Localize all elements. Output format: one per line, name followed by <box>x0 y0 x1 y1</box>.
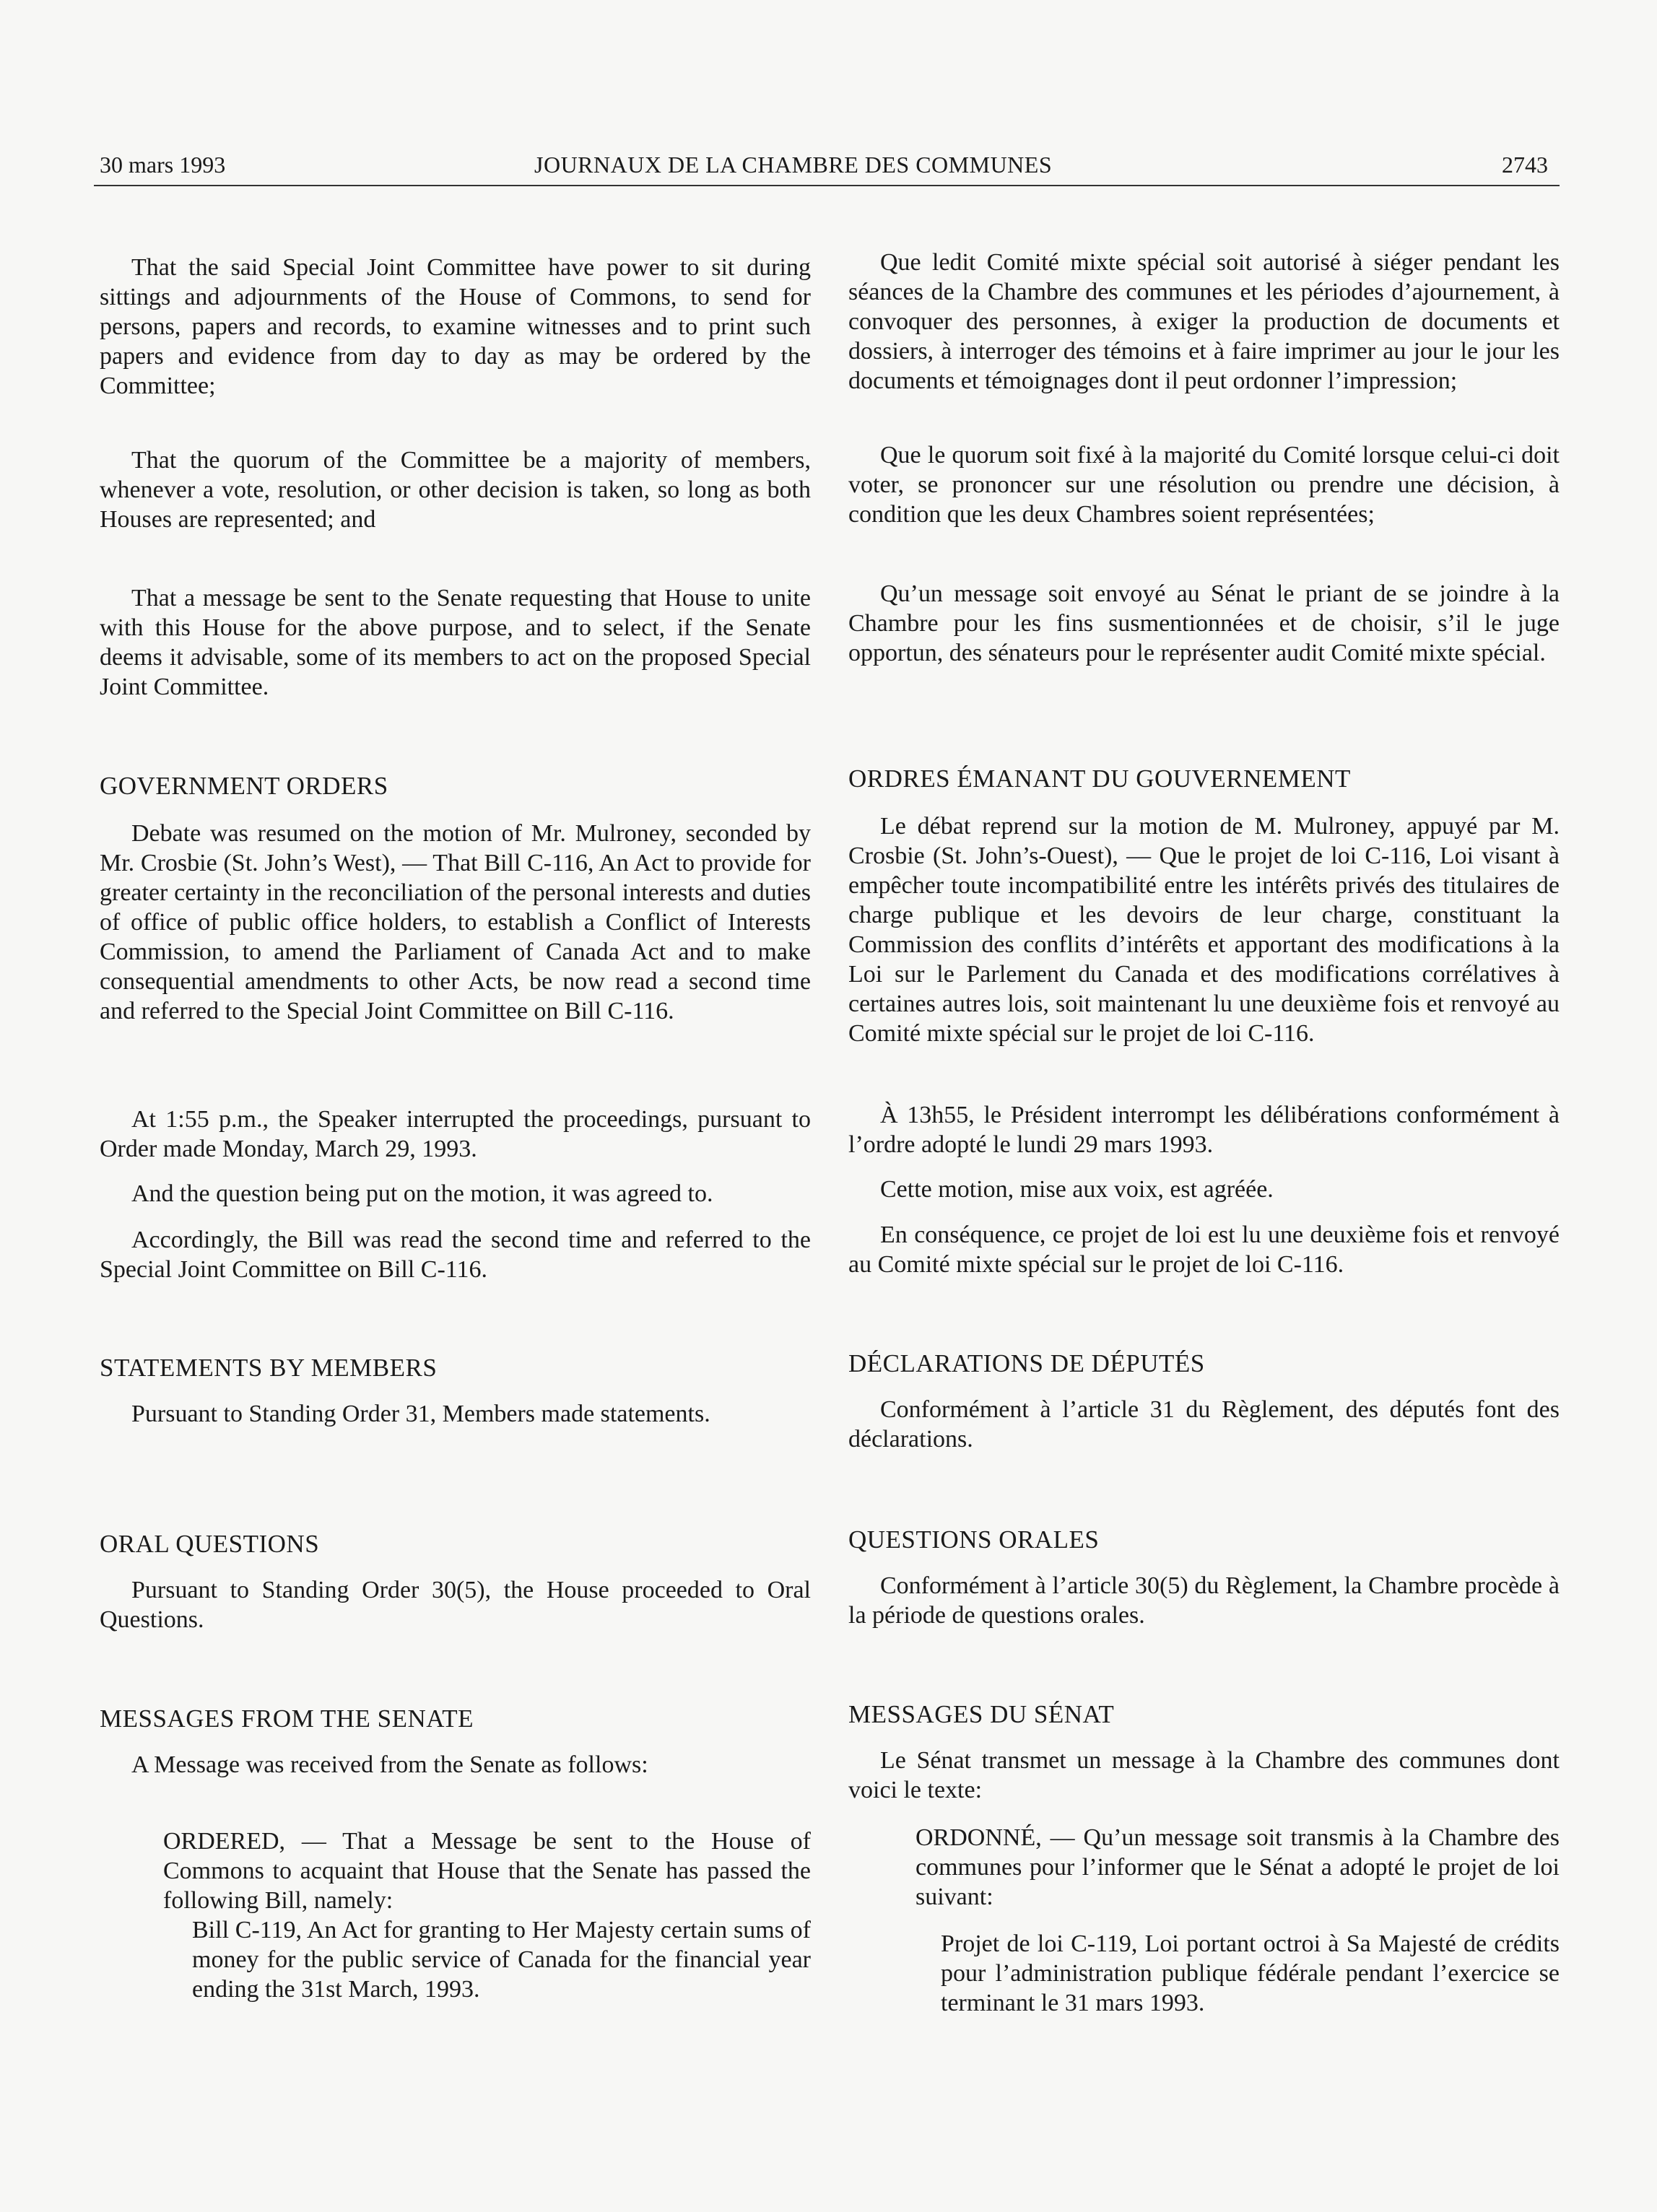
fr-president-interrupt-paragraph: À 13h55, le Président interrompt les délibérations conformément à l’ordre adopté le lundi 29 mars 1993. <box>848 1102 1560 1158</box>
en-bill-referred-paragraph: Accordingly, the Bill was read the second time and referred to the Special Joint Committee on Bill C-116. <box>100 1227 811 1283</box>
en-senate-message-paragraph: That a message be sent to the Senate requesting that House to unite with this House for the above purpose, and to select, if the Senate deems it advisable, some of its members to act on the proposed Special Joint Committee. <box>100 585 811 700</box>
fr-committee-power-paragraph: Que ledit Comité mixte spécial soit autorisé à siéger pendant les séances de la Chambre des communes et les périodes d’ajournement, à convoquer des personnes, à exiger la production de documents et dossiers, à interroger des témoins et à faire imprimer au jour le jour les documents et témoignages dont il peut ordonner l’impression; <box>848 249 1560 394</box>
en-speaker-interrupt-paragraph: At 1:55 p.m., the Speaker interrupted the proceedings, pursuant to Order made Monday, March 29, 1993. <box>100 1106 811 1162</box>
en-government-orders-heading: GOVERNMENT ORDERS <box>100 772 388 800</box>
en-quorum-paragraph: That the quorum of the Committee be a majority of members, whenever a vote, resolution, or other decision is taken, so long as both Houses are represented; and <box>100 447 811 533</box>
fr-statements-paragraph: Conformément à l’article 31 du Règlement, des députés font des déclarations. <box>848 1396 1560 1453</box>
en-senate-messages-heading: MESSAGES FROM THE SENATE <box>100 1704 474 1733</box>
fr-senate-messages-heading: MESSAGES DU SÉNAT <box>848 1700 1115 1728</box>
fr-statements-heading: DÉCLARATIONS DE DÉPUTÉS <box>848 1349 1205 1377</box>
fr-message-received-paragraph: Le Sénat transmet un message à la Chambre des communes dont voici le texte: <box>848 1747 1560 1803</box>
fr-oral-questions-paragraph: Conformément à l’article 30(5) du Règlement, la Chambre procède à la période de questions orales. <box>848 1572 1560 1629</box>
en-debate-paragraph: Debate was resumed on the motion of Mr. Mulroney, seconded by Mr. Crosbie (St. John’s West), — That Bill C-116, An Act to provide for greater certainty in the reconciliation of the personal interests and duties of office of public office holders, to establish a Conflict of Interests Commission, to amend the Parliament of Canada Act and to make consequential amendments to other Acts, be now read a second time and referred to the Special Joint Committee on Bill C-116. <box>100 820 811 1024</box>
fr-bill-c119-paragraph: Projet de loi C-119, Loi portant octroi à Sa Majesté de crédits pour l’administration publique fédérale pendant l’exercice se terminant le 31 mars 1993. <box>941 1930 1560 2016</box>
en-ordered-paragraph: ORDERED, — That a Message be sent to the House of Commons to acquaint that House that the Senate has passed the following Bill, namely: <box>163 1828 811 1914</box>
fr-motion-agreed-paragraph: Cette motion, mise aux voix, est agréée. <box>880 1176 1274 1203</box>
fr-senate-message-paragraph: Qu’un message soit envoyé au Sénat le priant de se joindre à la Chambre pour les fins susmentionnées et de choisir, s’il le juge opportun, des sénateurs pour le représenter audit Comité mixte spécial. <box>848 580 1560 666</box>
fr-oral-questions-heading: QUESTIONS ORALES <box>848 1525 1100 1554</box>
fr-bill-referred-paragraph: En conséquence, ce projet de loi est lu une deuxième fois et renvoyé au Comité mixte spécial sur le projet de loi C-116. <box>848 1222 1560 1278</box>
en-message-received-paragraph: A Message was received from the Senate as follows: <box>131 1751 648 1778</box>
en-statements-paragraph: Pursuant to Standing Order 31, Members made statements. <box>131 1401 710 1427</box>
en-question-agreed-paragraph: And the question being put on the motion, it was agreed to. <box>131 1180 713 1207</box>
header-title: JOURNAUX DE LA CHAMBRE DES COMMUNES <box>534 152 1053 178</box>
fr-government-orders-heading: ORDRES ÉMANANT DU GOUVERNEMENT <box>848 765 1351 793</box>
en-oral-questions-heading: ORAL QUESTIONS <box>100 1530 320 1558</box>
en-oral-questions-paragraph: Pursuant to Standing Order 30(5), the House proceeded to Oral Questions. <box>100 1577 811 1633</box>
fr-ordered-paragraph: ORDONNÉ, — Qu’un message soit transmis à la Chambre des communes pour l’informer que le Sénat a adopté le projet de loi suivant: <box>916 1824 1560 1910</box>
en-committee-power-paragraph: That the said Special Joint Committee have power to sit during sittings and adjournments of the House of Commons, to send for persons, papers and records, to examine witnesses and to print such papers and evidence from day to day as may be ordered by the Committee; <box>100 254 811 399</box>
fr-debate-paragraph: Le débat reprend sur la motion de M. Mulroney, appuyé par M. Crosbie (St. John’s-Ouest), — Que le projet de loi C-116, Loi visant à empêcher toute incompatibilité entre les intérêts privés des titulaires de charge publique et les devoirs de leur charge, constituant la Commission des conflits d’intérêts et apportant des modifications à la Loi sur le Parlement du Canada et des modifications corrélatives à certaines autres lois, soit maintenant lu une deuxième fois et renvoyé au Comité mixte spécial sur le projet de loi C-116. <box>848 813 1560 1047</box>
en-bill-c119-paragraph: Bill C-119, An Act for granting to Her Majesty certain sums of money for the public service of Canada for the financial year ending the 31st March, 1993. <box>192 1917 811 2003</box>
header-rule <box>94 185 1560 186</box>
en-statements-heading: STATEMENTS BY MEMBERS <box>100 1354 438 1382</box>
page-number: 2743 <box>1502 152 1548 178</box>
header-date: 30 mars 1993 <box>100 152 226 178</box>
fr-quorum-paragraph: Que le quorum soit fixé à la majorité du Comité lorsque celui-ci doit voter, se prononcer sur une résolution ou prendre une décision, à condition que les deux Chambres soient représentées; <box>848 442 1560 528</box>
